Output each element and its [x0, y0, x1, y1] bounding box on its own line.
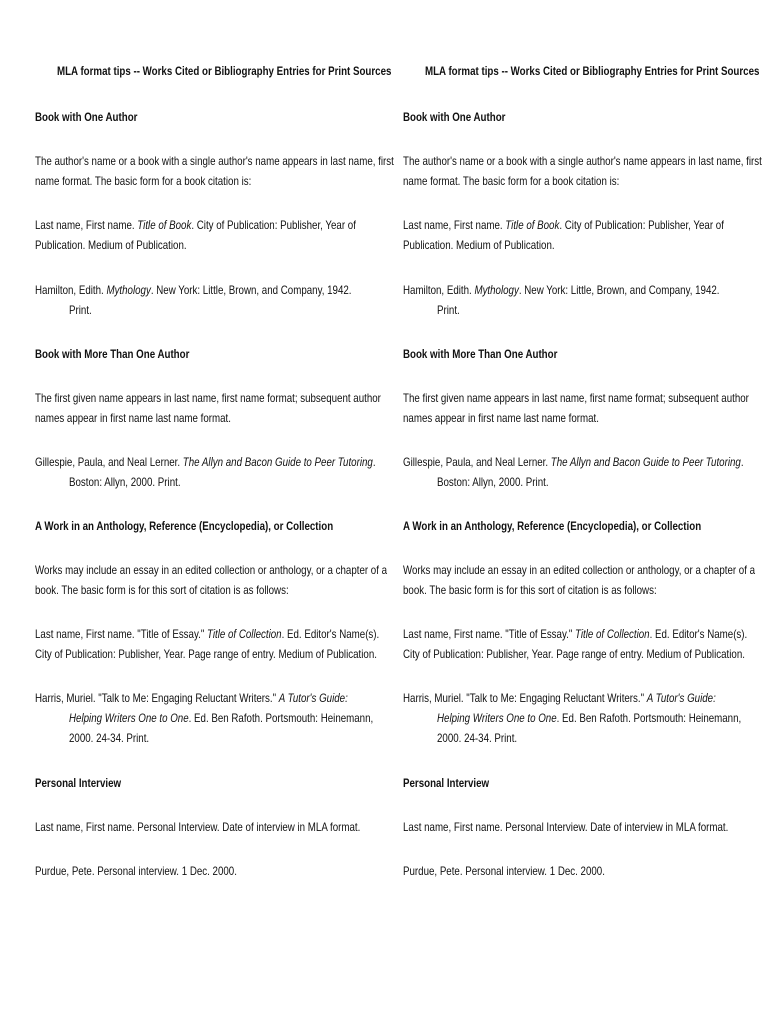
- multi-author-description-line-1: The first given name appears in last name, first name format; subsequent author: [35, 392, 381, 405]
- multi-author-example-line-1: Gillespie, Paula, and Neal Lerner. The Allyn and Bacon Guide to Peer Tutoring.: [403, 456, 744, 469]
- one-author-example-line-1: Hamilton, Edith. Mythology. New York: Little, Brown, and Company, 1942.: [35, 284, 352, 297]
- one-author-form-line-2: Publication. Medium of Publication.: [403, 239, 555, 252]
- right-column: [403, 0, 762, 1024]
- multi-author-example-line-2: Boston: Allyn, 2000. Print.: [437, 476, 549, 489]
- section-heading-one-author: Book with One Author: [403, 111, 506, 124]
- anthology-form-line-2: City of Publication: Publisher, Year. Page range of entry. Medium of Publication.: [35, 648, 377, 661]
- section-heading-anthology: A Work in an Anthology, Reference (Encyclopedia), or Collection: [35, 520, 334, 533]
- anthology-form-line-2: City of Publication: Publisher, Year. Page range of entry. Medium of Publication.: [403, 648, 745, 661]
- section-heading-one-author: Book with One Author: [35, 111, 138, 124]
- anthology-description-line-1: Works may include an essay in an edited collection or anthology, or a chapter of a: [35, 564, 388, 577]
- one-author-example-line-1: Hamilton, Edith. Mythology. New York: Little, Brown, and Company, 1942.: [403, 284, 720, 297]
- multi-author-example-line-2: Boston: Allyn, 2000. Print.: [69, 476, 181, 489]
- anthology-example-line-1: Harris, Muriel. "Talk to Me: Engaging Reluctant Writers." A Tutor's Guide:: [35, 692, 348, 705]
- section-heading-interview: Personal Interview: [403, 777, 490, 790]
- interview-example-line: Purdue, Pete. Personal interview. 1 Dec. 2000.: [35, 865, 237, 878]
- one-author-example-line-2: Print.: [437, 304, 460, 317]
- anthology-form-line-1: Last name, First name. "Title of Essay." Title of Collection. Ed. Editor's Name(s).: [403, 628, 748, 641]
- one-author-description-line-2: name format. The basic form for a book citation is:: [35, 175, 252, 188]
- anthology-form-line-1: Last name, First name. "Title of Essay." Title of Collection. Ed. Editor's Name(s).: [35, 628, 380, 641]
- anthology-example-line-3: 2000. 24-34. Print.: [437, 732, 518, 745]
- anthology-description-line-1: Works may include an essay in an edited collection or anthology, or a chapter of a: [403, 564, 756, 577]
- section-heading-multi-author: Book with More Than One Author: [403, 348, 558, 361]
- section-heading-multi-author: Book with More Than One Author: [35, 348, 190, 361]
- left-column: [35, 0, 394, 1024]
- one-author-form-line-2: Publication. Medium of Publication.: [35, 239, 187, 252]
- one-author-description-line-2: name format. The basic form for a book citation is:: [403, 175, 620, 188]
- anthology-description-line-2: book. The basic form is for this sort of citation is as follows:: [403, 584, 657, 597]
- interview-form-line: Last name, First name. Personal Interview. Date of interview in MLA format.: [403, 821, 729, 834]
- one-author-form-line-1: Last name, First name. Title of Book. City of Publication: Publisher, Year of: [403, 219, 724, 232]
- interview-example-line: Purdue, Pete. Personal interview. 1 Dec. 2000.: [403, 865, 605, 878]
- one-author-description-line-1: The author's name or a book with a single author's name appears in last name, first: [403, 155, 762, 168]
- anthology-example-line-1: Harris, Muriel. "Talk to Me: Engaging Reluctant Writers." A Tutor's Guide:: [403, 692, 716, 705]
- section-heading-interview: Personal Interview: [35, 777, 122, 790]
- page-title: MLA format tips -- Works Cited or Bibliography Entries for Print Sources: [425, 65, 760, 78]
- multi-author-description-line-2: names appear in first name last name format.: [403, 412, 599, 425]
- multi-author-description-line-2: names appear in first name last name format.: [35, 412, 231, 425]
- multi-author-example-line-1: Gillespie, Paula, and Neal Lerner. The Allyn and Bacon Guide to Peer Tutoring.: [35, 456, 376, 469]
- page-title: MLA format tips -- Works Cited or Bibliography Entries for Print Sources: [57, 65, 392, 78]
- anthology-description-line-2: book. The basic form is for this sort of citation is as follows:: [35, 584, 289, 597]
- anthology-example-line-3: 2000. 24-34. Print.: [69, 732, 150, 745]
- multi-author-description-line-1: The first given name appears in last name, first name format; subsequent author: [403, 392, 749, 405]
- one-author-example-line-2: Print.: [69, 304, 92, 317]
- interview-form-line: Last name, First name. Personal Interview. Date of interview in MLA format.: [35, 821, 361, 834]
- section-heading-anthology: A Work in an Anthology, Reference (Encyclopedia), or Collection: [403, 520, 702, 533]
- anthology-example-line-2: Helping Writers One to One. Ed. Ben Rafoth. Portsmouth: Heinemann,: [69, 712, 374, 725]
- one-author-description-line-1: The author's name or a book with a single author's name appears in last name, first: [35, 155, 394, 168]
- anthology-example-line-2: Helping Writers One to One. Ed. Ben Rafoth. Portsmouth: Heinemann,: [437, 712, 742, 725]
- one-author-form-line-1: Last name, First name. Title of Book. City of Publication: Publisher, Year of: [35, 219, 356, 232]
